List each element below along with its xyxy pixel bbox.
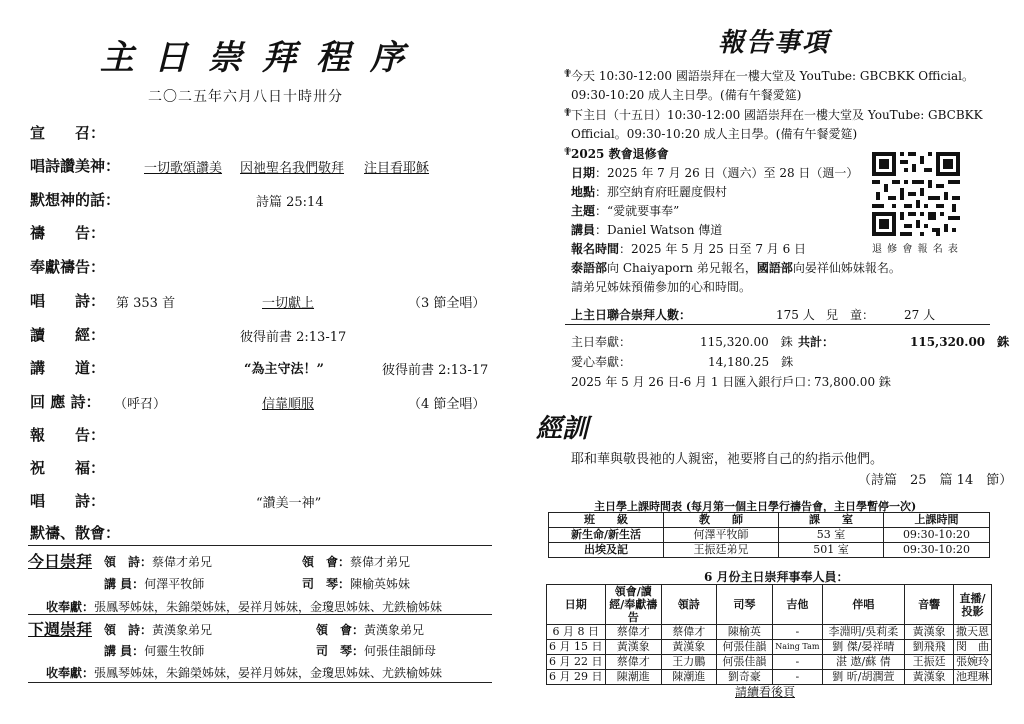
retreat-place: ：那空納育府旺麗度假村 (595, 185, 728, 199)
next-speaker-label: 講 員： (104, 644, 145, 658)
table-cell: 張婉玲 (954, 655, 992, 670)
cross-icon: ✟ (563, 106, 573, 119)
announce-1-line-1: 今天 10:30-12:00 國語崇拜在一樓大堂及 YouTube: GBCBKK Official。 (571, 69, 974, 83)
table-cell: 蔡偉才 (661, 625, 716, 640)
table-header-row (547, 585, 992, 625)
hymn-2: 因祂聖名我們敬拜 (240, 161, 345, 176)
verse-ref: （詩篇 25 篇 14 節） (858, 473, 1013, 488)
continue-note: 請續看後頁 (735, 685, 796, 699)
hymn-number: 第 353 首 (116, 296, 176, 311)
total-label: 共計： (798, 335, 835, 349)
announce-2-line-2: Official。09:30-10:20 成人主日學。(備有午餐愛筵) (571, 127, 858, 141)
class-table-title: 主日學上課時間表 (每月第一個主日學行禱告會，主日學暫停一次) (594, 500, 917, 513)
table-header: 伴唱 (822, 585, 905, 625)
today-organist-label: 司 琴： (302, 577, 351, 591)
service-date: 二〇二五年六月八日十時卅分 (148, 89, 343, 105)
divider (28, 545, 492, 546)
cross-icon: ✟ (563, 67, 573, 80)
sermon-title: “為主守法！” (244, 362, 324, 377)
today-speaker-label: 講 員： (104, 577, 145, 591)
today-title: 今日崇拜 (28, 552, 93, 571)
order-report: 報 告： (30, 426, 106, 444)
table-cell: 王振廷 (905, 655, 954, 670)
table-header: 教 師 (664, 513, 779, 528)
table-header: 領詩 (661, 585, 716, 625)
next-lead-hymn: 黃漢象弟兄 (152, 623, 213, 637)
retreat-date: ：2025 年 7 月 26 日（週六）至 28 日（週一） (595, 166, 859, 180)
order-hymn2-label: 唱 詩： (30, 492, 106, 510)
table-cell: 陳榆英 (716, 625, 773, 640)
today-lead-meeting-label: 領 會： (302, 555, 351, 569)
table-row (549, 543, 990, 558)
order-prayer: 禱 告： (30, 224, 106, 242)
class-table (548, 512, 990, 558)
qr-code-icon[interactable] (870, 150, 962, 238)
table-cell: 09:30-10:20 (884, 528, 990, 543)
hymn-title: 一切獻上 (262, 296, 315, 311)
order-call: 宣 召： (30, 124, 106, 142)
table-cell: 出埃及記 (549, 543, 664, 558)
reg-mandarin-dept: 國語部 (756, 261, 793, 275)
announce-title: 報告事項 (718, 28, 831, 58)
order-meditation-label: 默想神的話： (30, 191, 121, 209)
qr-caption: 退 修 會 報 名 表 (872, 244, 959, 255)
table-cell: 蔡偉才 (605, 655, 661, 670)
table-header-row (549, 513, 990, 528)
hymn-1: 一切歌頌讚美 (144, 161, 223, 176)
verse-title: 經訓 (536, 414, 589, 444)
retreat-speaker-label: 講員 (571, 223, 596, 237)
order-hymns-label: 唱詩讚美神： (30, 157, 121, 175)
table-cell: 何張佳韻 (716, 640, 773, 655)
attendance-children-label: 兒 童： (826, 308, 875, 322)
total-amount: 115,320.00 銖 (910, 335, 1010, 349)
table-cell: 池理琳 (954, 670, 992, 685)
table-cell: 新生命/新生活 (549, 528, 664, 543)
retreat-theme-label: 主題 (571, 204, 596, 218)
next-speaker: 何靈生牧師 (144, 644, 205, 658)
sunday-offering: 115,320.00 銖 (700, 335, 793, 349)
order-offering-prayer: 奉獻禱告： (30, 258, 106, 276)
next-organist: 何張佳韻師母 (364, 644, 437, 658)
table-cell: 6 月 29 日 (547, 670, 606, 685)
retreat-place-label: 地點 (571, 185, 596, 199)
reg-thai-contact: 向 Chaiyaporn 弟兄報名， (607, 261, 757, 275)
table-cell: 黃漢象 (605, 640, 661, 655)
reg-mandarin-contact: 向晏祥仙姊妹報名。 (792, 261, 901, 275)
attendance-adults: 175 人 (776, 308, 815, 322)
table-cell: 何張佳韻 (716, 655, 773, 670)
table-header: 日期 (547, 585, 606, 625)
retreat-theme: ：“愛就要事奉” (595, 204, 680, 218)
table-cell: 劉 傑/晏祥晴 (822, 640, 905, 655)
table-cell: 王振廷弟兄 (664, 543, 779, 558)
next-title: 下週崇拜 (28, 620, 93, 639)
table-row (549, 528, 990, 543)
today-speaker: 何澤平牧師 (144, 577, 205, 591)
table-header: 直播/投影 (954, 585, 992, 625)
announce-1-line-2: 09:30-10:20 成人主日學。(備有午餐愛筵) (571, 88, 802, 102)
table-cell: 6 月 8 日 (547, 625, 606, 640)
table-cell: 黃漢象 (661, 640, 716, 655)
table-header: 音響 (905, 585, 954, 625)
reading-ref: 彼得前書 2:13-17 (240, 330, 347, 345)
response-verses: （4 節全唱） (408, 397, 486, 412)
table-cell: 閔 曲 (954, 640, 992, 655)
table-header: 司琴 (716, 585, 773, 625)
next-organist-label: 司 琴： (316, 644, 365, 658)
table-header: 領會/讀經/奉獻禱告 (605, 585, 661, 625)
table-header: 吉他 (773, 585, 822, 625)
table-cell: - (773, 625, 822, 640)
retreat-date-label: 日期 (571, 166, 596, 180)
table-cell: Naing Tam (773, 640, 822, 655)
order-hymn-label: 唱 詩： (30, 292, 106, 310)
table-cell: 王力鵬 (661, 655, 716, 670)
attendance-children: 27 人 (904, 308, 936, 322)
response-title: 信靠順服 (262, 397, 315, 412)
love-offering: 14,180.25 銖 (708, 355, 794, 369)
order-sermon-label: 講 道： (30, 359, 106, 377)
cross-icon: ✟ (563, 145, 573, 158)
reg-thai-dept: 泰語部 (571, 261, 608, 275)
retreat-reg-label: 報名時間 (571, 242, 620, 256)
bank-amount: 73,800.00 銖 (814, 375, 891, 389)
love-offering-label: 愛心奉獻： (571, 355, 632, 369)
sunday-offering-label: 主日奉獻： (571, 335, 632, 349)
response-note: （呼召） (114, 397, 167, 412)
table-cell: 黃漢象 (905, 670, 954, 685)
sermon-ref: 彼得前書 2:13-17 (382, 363, 489, 378)
next-lead-meeting: 黃漢象弟兄 (364, 623, 425, 637)
table-cell: 劉奇豪 (716, 670, 773, 685)
table-header: 上課時間 (884, 513, 990, 528)
page-title: 主日崇拜程序 (100, 38, 424, 78)
retreat-speaker: ：Daniel Watson 傳道 (595, 223, 723, 237)
table-cell: 6 月 15 日 (547, 640, 606, 655)
today-organist: 陳榆英姊妹 (350, 577, 411, 591)
table-cell: 劉飛飛 (905, 640, 954, 655)
table-cell: 6 月 22 日 (547, 655, 606, 670)
table-cell: 09:30-10:20 (884, 543, 990, 558)
table-cell: 湛 遨/蘇 倩 (822, 655, 905, 670)
divider (28, 682, 492, 683)
table-cell: 蔡偉才 (605, 625, 661, 640)
next-offering-label: 收奉獻： (46, 666, 95, 680)
table-cell: 黃漢象 (905, 625, 954, 640)
closing-hymn: “讚美一神” (256, 496, 322, 511)
table-cell: 李淵明/吳莉柔 (822, 625, 905, 640)
table-header: 課 室 (779, 513, 884, 528)
table-row (547, 655, 992, 670)
table-cell: - (773, 670, 822, 685)
next-lead-meeting-label: 領 會： (316, 623, 365, 637)
today-lead-hymn: 蔡偉才弟兄 (152, 555, 213, 569)
next-offering: 張鳳琴姊妹，朱錦榮姊妹，晏祥月姊妹，金瓊思姊妹、尤鉄榆姊妹 (94, 666, 443, 680)
retreat-reg: ：2025 年 5 月 25 日至 7 月 6 日 (619, 242, 807, 256)
order-benediction: 默禱、散會： (30, 524, 121, 542)
staff-table-title: 6 月份主日崇拜事奉人員： (704, 570, 849, 584)
hymn-3: 注目看耶穌 (364, 161, 430, 176)
today-offering: 張鳳琴姊妹，朱錦榮姊妹，晏祥月姊妹，金瓊思姊妹、尤鉄榆姊妹 (94, 600, 443, 614)
table-cell: 53 室 (779, 528, 884, 543)
today-lead-hymn-label: 領 詩： (104, 555, 153, 569)
staff-table (546, 584, 992, 685)
retreat-title: 2025 教會退修會 (571, 147, 669, 161)
order-reading-label: 讀 經： (30, 326, 106, 344)
divider (28, 614, 492, 615)
announce-2-line-1: 下主日（十五日）10:30-12:00 國語崇拜在一樓大堂及 YouTube: GBCBKK (571, 108, 983, 122)
meditation-ref: 詩篇 25:14 (256, 195, 324, 210)
order-blessing: 祝 福： (30, 459, 106, 477)
today-offering-label: 收奉獻： (46, 600, 95, 614)
table-header: 班 級 (549, 513, 664, 528)
table-cell: 501 室 (779, 543, 884, 558)
order-response-label: 回 應 詩： (30, 393, 101, 411)
divider (565, 324, 990, 325)
today-lead-meeting: 蔡偉才弟兄 (350, 555, 411, 569)
table-cell: 劉 昕/胡潤萱 (822, 670, 905, 685)
table-row (547, 625, 992, 640)
hymn-note: （3 節全唱） (408, 296, 486, 311)
table-row (547, 640, 992, 655)
table-cell: 陳潮進 (605, 670, 661, 685)
table-cell: 何澤平牧師 (664, 528, 779, 543)
next-lead-hymn-label: 領 詩： (104, 623, 153, 637)
bank-line: 2025 年 5 月 26 日-6 月 1 日匯入銀行戶口： (571, 375, 819, 389)
table-cell: 撒天恩 (954, 625, 992, 640)
verse-text: 耶和華與敬畏祂的人親密，祂要將自己的約指示他們。 (571, 452, 884, 467)
attendance-label: 上主日聯合崇拜人數： (571, 308, 692, 322)
reg-note: 請弟兄姊妹預備參加的心和時間。 (571, 280, 752, 294)
table-cell: - (773, 655, 822, 670)
table-cell: 陳潮進 (661, 670, 716, 685)
